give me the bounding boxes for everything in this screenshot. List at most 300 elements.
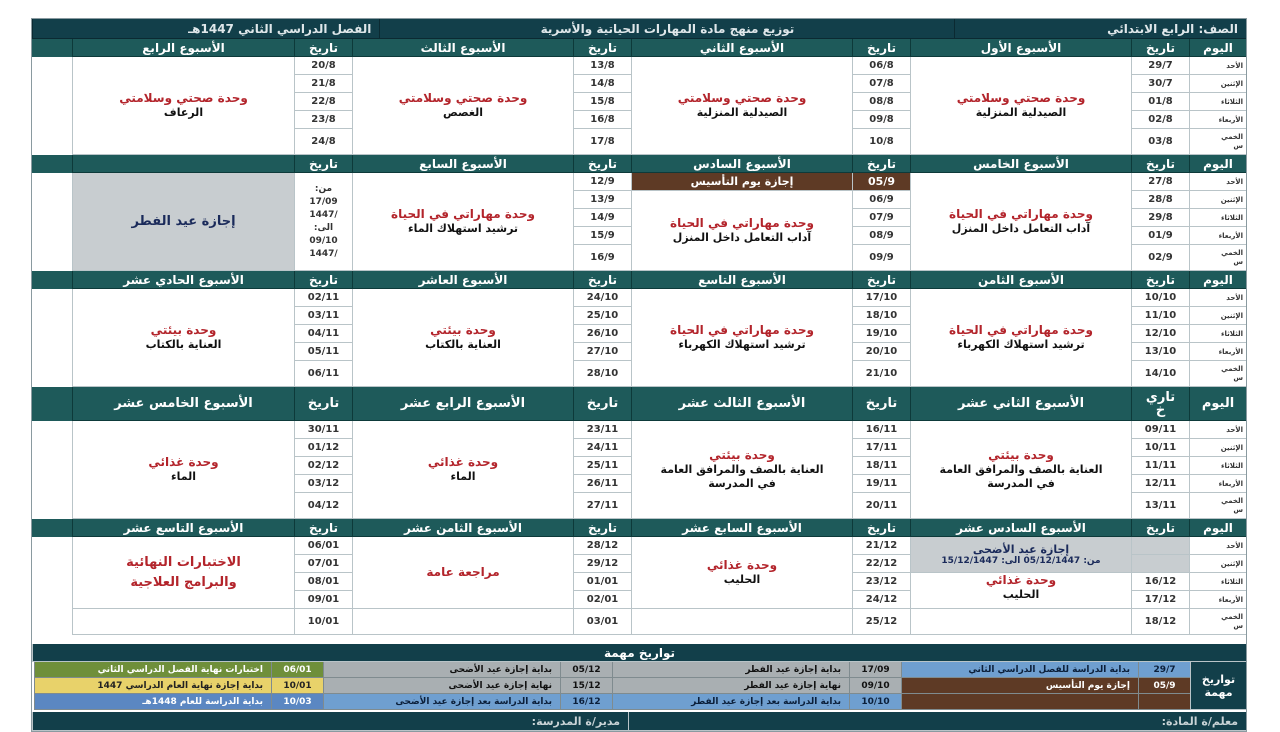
date-header: تاريخ xyxy=(294,387,352,421)
lesson-box xyxy=(631,537,852,609)
important-event: بداية الدراسة للفصل الدراسي الثاني xyxy=(901,662,1138,678)
date-cell: 02/8 xyxy=(1131,111,1189,129)
lesson-name: ترشيد استهلاك الماء xyxy=(407,222,519,235)
day-label: الثلاثاء xyxy=(1189,457,1246,475)
holiday-date-part: /1447 xyxy=(309,248,338,259)
date-cell: 26/11 xyxy=(573,475,631,493)
lesson-name: الحليب xyxy=(723,573,761,586)
day-label xyxy=(1189,129,1246,155)
holiday-date-part: /1447 xyxy=(309,209,338,220)
unit-name: وحدة صحتي وسلامتي xyxy=(398,91,528,105)
date-cell: 18/10 xyxy=(852,307,910,325)
date-cell: 27/8 xyxy=(1131,173,1189,191)
important-dates-title: تواريخ مهمة xyxy=(32,644,1246,662)
week-name: الأسبوع الحادي عشر xyxy=(72,271,294,289)
unit-name: وحدة مهاراتي في الحياة xyxy=(670,323,814,337)
date-cell: 03/11 xyxy=(294,307,352,325)
week-content xyxy=(352,421,573,519)
important-date: 15/12 xyxy=(560,678,612,694)
week-body-row xyxy=(32,57,1246,155)
lesson-name: العناية بالصف والمرافق العامة xyxy=(939,463,1103,476)
date-cell: 12/11 xyxy=(1131,475,1189,493)
date-column xyxy=(1131,289,1189,387)
important-event: اختبارات نهاية الفصل الدراسي الثاني xyxy=(34,662,271,678)
lesson-name: الماء xyxy=(170,470,197,483)
date-cell: 03/8 xyxy=(1131,129,1189,155)
important-dates-header xyxy=(32,644,1246,662)
lesson-name-line2: في المدرسة xyxy=(708,477,776,490)
date-cell: 26/10 xyxy=(573,325,631,343)
date-cell: 01/12 xyxy=(294,439,352,457)
day-header: اليوم xyxy=(1189,155,1246,173)
day-column xyxy=(1189,173,1246,271)
week-name: الأسبوع الخامس عشر xyxy=(72,387,294,421)
date-cell: 13/9 xyxy=(573,191,631,209)
date-cell: 19/10 xyxy=(852,325,910,343)
day-label: الإثنين xyxy=(1189,75,1246,93)
important-event: بداية الدراسة بعد إجازة عيد الأضحى xyxy=(323,694,560,710)
date-column xyxy=(1131,57,1189,155)
date-cell: 16/8 xyxy=(573,111,631,129)
day-header: اليوم xyxy=(1189,271,1246,289)
empty-cell xyxy=(910,609,1131,635)
lesson-name: آداب التعامل داخل المنزل xyxy=(951,222,1091,235)
date-header: تاريخ xyxy=(294,39,352,57)
important-dates-row xyxy=(32,678,1190,694)
date-cell: 03/12 xyxy=(294,475,352,493)
general-review: مراجعة عامة xyxy=(426,565,500,579)
date-cell: 23/8 xyxy=(294,111,352,129)
date-header-part: خ xyxy=(1155,402,1166,418)
week-content xyxy=(72,289,294,387)
week-name: الأسبوع الثاني xyxy=(631,39,852,57)
week-name: الأسبوع الثامن عشر xyxy=(352,519,573,537)
lesson-name: ترشيد استهلاك الكهرباء xyxy=(957,338,1085,351)
founding-day-note: إجازة يوم التأسيس xyxy=(631,173,852,191)
unit-name: وحدة بيئتي xyxy=(430,323,496,337)
unit-name: وحدة بيئتي xyxy=(988,448,1054,462)
week-name: الأسبوع الثالث xyxy=(352,39,573,57)
week-name: الأسبوع السابع عشر xyxy=(631,519,852,537)
date-column xyxy=(573,289,631,387)
date-cell: 13/10 xyxy=(1131,343,1189,361)
date-column xyxy=(852,289,910,387)
date-cell: 05/11 xyxy=(294,343,352,361)
week-name: الأسبوع التاسع عشر xyxy=(72,519,294,537)
week-body-row xyxy=(32,289,1246,387)
week-content xyxy=(631,421,852,519)
eid-adha-holiday xyxy=(910,537,1131,573)
week-name xyxy=(72,155,294,173)
date-cell: 12/10 xyxy=(1131,325,1189,343)
date-cell: 22/8 xyxy=(294,93,352,111)
date-cell: 10/11 xyxy=(1131,439,1189,457)
date-header: تاريخ xyxy=(294,155,352,173)
grade-label: الصف: الرابع الابتدائي xyxy=(954,19,1246,39)
date-cell: 15/9 xyxy=(573,227,631,245)
date-cell: 30/11 xyxy=(294,421,352,439)
important-event: بداية إجازة نهاية العام الدراسي 1447 xyxy=(34,678,271,694)
day-label: الثلاثاء xyxy=(1189,325,1246,343)
unit-name: وحدة صحتي وسلامتي xyxy=(956,91,1086,105)
lesson-box xyxy=(352,421,573,519)
date-column xyxy=(852,537,910,635)
week-content xyxy=(352,57,573,155)
date-cell: 14/9 xyxy=(573,209,631,227)
date-cell: 21/8 xyxy=(294,75,352,93)
date-cell: 02/01 xyxy=(573,591,631,609)
important-event: بداية إجازة عيد الأضحى xyxy=(323,662,560,678)
date-header: تاريخ xyxy=(573,39,631,57)
date-cell: 11/10 xyxy=(1131,307,1189,325)
lesson-box xyxy=(72,57,294,155)
lesson-box xyxy=(631,289,852,387)
date-header xyxy=(1131,387,1189,421)
week-name: الأسبوع الثاني عشر xyxy=(910,387,1131,421)
day-label-part: س xyxy=(1233,373,1243,382)
unit-name: وحدة غذائي xyxy=(427,455,499,469)
date-cell: 16/9 xyxy=(573,245,631,271)
date-cell: 06/01 xyxy=(294,537,352,555)
day-column xyxy=(1189,57,1246,155)
lesson-box xyxy=(631,421,852,519)
date-cell: 07/9 xyxy=(852,209,910,227)
week-name: الأسبوع السادس xyxy=(631,155,852,173)
lesson-box xyxy=(910,173,1131,271)
week-header-row xyxy=(32,519,1246,537)
date-cell: 24/11 xyxy=(573,439,631,457)
date-column xyxy=(573,173,631,271)
important-event: بداية إجازة عيد الفطر xyxy=(612,662,849,678)
unit-name: وحدة صحتي وسلامتي xyxy=(677,91,807,105)
date-header: تاريخ xyxy=(1131,519,1189,537)
lesson-box xyxy=(631,191,852,271)
day-label: الأحد xyxy=(1189,57,1246,75)
day-label-part: س xyxy=(1233,257,1243,266)
date-cell: 01/01 xyxy=(573,573,631,591)
important-date: 17/09 xyxy=(849,662,901,678)
empty-cell xyxy=(631,609,852,635)
important-date: 09/10 xyxy=(849,678,901,694)
week-content xyxy=(910,421,1131,519)
day-label-part: الخمي xyxy=(1221,364,1243,373)
date-cell: 13/11 xyxy=(1131,493,1189,519)
date-cell: 17/12 xyxy=(1131,591,1189,609)
week-content xyxy=(910,173,1131,271)
date-cell: 01/8 xyxy=(1131,93,1189,111)
lesson-box xyxy=(910,289,1131,387)
lesson-name: ترشيد استهلاك الكهرباء xyxy=(678,338,806,351)
week-name: الأسبوع الرابع xyxy=(72,39,294,57)
unit-name: وحدة مهاراتي في الحياة xyxy=(949,207,1093,221)
holiday-date-part: من: xyxy=(314,183,333,194)
week-body-row xyxy=(32,537,1246,635)
date-column xyxy=(852,173,910,271)
date-cell: 03/01 xyxy=(573,609,631,635)
date-cell xyxy=(1131,555,1189,573)
date-cell: 27/10 xyxy=(573,343,631,361)
day-label: الإثنين xyxy=(1189,555,1246,573)
date-cell: 06/11 xyxy=(294,361,352,387)
empty-cell xyxy=(352,609,573,635)
important-event: بداية الدراسة بعد إجازة عيد الفطر xyxy=(612,694,849,710)
important-date xyxy=(1138,694,1190,710)
week-name: الأسبوع التاسع xyxy=(631,271,852,289)
unit-name: وحدة مهاراتي في الحياة xyxy=(949,323,1093,337)
holiday-date-part: 09/10 xyxy=(309,235,338,246)
day-label-part: س xyxy=(1233,505,1243,514)
date-header: تاريخ xyxy=(852,271,910,289)
date-cell: 02/12 xyxy=(294,457,352,475)
lesson-name: الرعاف xyxy=(163,106,204,119)
date-cell: 25/12 xyxy=(852,609,910,635)
day-label: الأحد xyxy=(1189,537,1246,555)
lesson-name: الصيدلية المنزلية xyxy=(975,106,1067,119)
week-name: الأسبوع الرابع عشر xyxy=(352,387,573,421)
important-event xyxy=(901,694,1138,710)
day-label-part: الخمي xyxy=(1221,496,1243,505)
date-cell: 28/8 xyxy=(1131,191,1189,209)
date-cell: 24/10 xyxy=(573,289,631,307)
week-header-row xyxy=(32,387,1246,421)
day-column xyxy=(1189,537,1246,635)
week-content xyxy=(910,537,1131,635)
date-cell: 24/12 xyxy=(852,591,910,609)
date-header: تاريخ xyxy=(573,155,631,173)
important-event: بداية الدراسة للعام 1448هـ xyxy=(34,694,271,710)
title-bar xyxy=(32,19,1246,39)
week-content xyxy=(352,289,573,387)
week-content xyxy=(352,537,573,635)
date-cell: 08/9 xyxy=(852,227,910,245)
lesson-name: العناية بالكتاب xyxy=(145,338,222,351)
date-header: تاريخ xyxy=(573,519,631,537)
date-header: تاريخ xyxy=(1131,271,1189,289)
date-cell: 04/12 xyxy=(294,493,352,519)
day-label-part: س xyxy=(1233,141,1243,150)
remedial-programs: والبرامج العلاجية xyxy=(130,574,237,590)
unit-name: وحدة مهاراتي في الحياة xyxy=(391,207,535,221)
lesson-box xyxy=(72,537,294,609)
holiday-date-range xyxy=(294,173,352,271)
date-header: تاريخ xyxy=(1131,39,1189,57)
lesson-name: الحليب xyxy=(1002,588,1040,601)
date-cell: 14/8 xyxy=(573,75,631,93)
important-event: نهاية إجازة عيد الأضحى xyxy=(323,678,560,694)
week-content xyxy=(631,289,852,387)
date-cell: 11/11 xyxy=(1131,457,1189,475)
date-cell: 12/9 xyxy=(573,173,631,191)
day-column xyxy=(1189,421,1246,519)
date-cell: 09/01 xyxy=(294,591,352,609)
day-label: الإثنين xyxy=(1189,307,1246,325)
important-date: 29/7 xyxy=(1138,662,1190,678)
date-header: تاريخ xyxy=(294,519,352,537)
date-column xyxy=(573,537,631,635)
week-content xyxy=(631,173,852,271)
date-cell: 07/01 xyxy=(294,555,352,573)
date-cell: 23/12 xyxy=(852,573,910,591)
important-date: 10/01 xyxy=(271,678,323,694)
week-content xyxy=(352,173,573,271)
day-label: الأربعاء xyxy=(1189,343,1246,361)
date-cell: 28/10 xyxy=(573,361,631,387)
date-cell: 28/12 xyxy=(573,537,631,555)
date-cell: 16/12 xyxy=(1131,573,1189,591)
week-content xyxy=(72,173,294,271)
date-cell: 10/01 xyxy=(294,609,352,635)
date-cell: 06/9 xyxy=(852,191,910,209)
signature-footer xyxy=(32,712,1246,731)
week-content xyxy=(631,537,852,635)
day-label: الأربعاء xyxy=(1189,227,1246,245)
date-cell: 18/11 xyxy=(852,457,910,475)
date-cell: 16/11 xyxy=(852,421,910,439)
date-header: تاريخ xyxy=(1131,155,1189,173)
lesson-box xyxy=(352,57,573,155)
day-header: اليوم xyxy=(1189,39,1246,57)
important-dates-table xyxy=(32,662,1246,710)
day-label: الثلاثاء xyxy=(1189,573,1246,591)
date-cell: 29/8 xyxy=(1131,209,1189,227)
important-dates-row xyxy=(32,662,1190,678)
date-column xyxy=(294,289,352,387)
lesson-box xyxy=(72,421,294,519)
lesson-box xyxy=(352,173,573,271)
day-label-part: الخمي xyxy=(1221,612,1243,621)
eid-adha-title: إجازة عيد الأضحى xyxy=(972,543,1070,556)
date-cell: 15/8 xyxy=(573,93,631,111)
date-header: تاريخ xyxy=(573,387,631,421)
day-header: اليوم xyxy=(1189,519,1246,537)
lesson-name: العناية بالصف والمرافق العامة xyxy=(660,463,824,476)
date-cell: 10/8 xyxy=(852,129,910,155)
day-label: الثلاثاء xyxy=(1189,209,1246,227)
date-cell: 08/01 xyxy=(294,573,352,591)
week-name: الأسبوع الخامس xyxy=(910,155,1131,173)
week-name: الأسبوع الثامن xyxy=(910,271,1131,289)
week-name: الأسبوع الثالث عشر xyxy=(631,387,852,421)
day-column xyxy=(1189,289,1246,387)
week-name: الأسبوع السابع xyxy=(352,155,573,173)
date-cell: 14/10 xyxy=(1131,361,1189,387)
date-column xyxy=(1131,537,1189,635)
date-cell xyxy=(1131,537,1189,555)
eid-adha-range: من: 05/12/1447 الى: 15/12/1447 xyxy=(941,556,1101,566)
lesson-box xyxy=(352,289,573,387)
week-content xyxy=(631,57,852,155)
week-content xyxy=(72,421,294,519)
date-cell: 20/10 xyxy=(852,343,910,361)
teacher-signature-label: معلم/ة المادة: xyxy=(628,712,1246,731)
date-cell: 21/12 xyxy=(852,537,910,555)
week-name: الأسبوع السادس عشر xyxy=(910,519,1131,537)
date-cell: 09/8 xyxy=(852,111,910,129)
day-label: الأحد xyxy=(1189,421,1246,439)
day-label: الإثنين xyxy=(1189,439,1246,457)
week-content xyxy=(910,289,1131,387)
lesson-name: الغصص xyxy=(443,106,483,119)
date-cell: 20/11 xyxy=(852,493,910,519)
date-cell: 17/8 xyxy=(573,129,631,155)
date-cell: 27/11 xyxy=(573,493,631,519)
lesson-name: الصيدلية المنزلية xyxy=(696,106,788,119)
day-label: الأحد xyxy=(1189,289,1246,307)
week-name: الأسبوع الأول xyxy=(910,39,1131,57)
unit-name: وحدة بيئتي xyxy=(150,323,217,337)
week-body-row xyxy=(32,421,1246,519)
day-label xyxy=(1189,493,1246,519)
important-event: إجازة يوم التأسيس xyxy=(901,678,1138,694)
date-column xyxy=(294,173,352,271)
date-column xyxy=(852,421,910,519)
date-column xyxy=(1131,421,1189,519)
subject-title: توزيع منهج مادة المهارات الحياتية والأسرية xyxy=(379,19,954,39)
important-date: 05/12 xyxy=(560,662,612,678)
lesson-name-line2: في المدرسة xyxy=(987,477,1055,490)
date-column xyxy=(294,421,352,519)
principal-signature-label: مدير/ة المدرسة: xyxy=(32,712,628,731)
term-label: الفصل الدراسي الثاني 1447هـ xyxy=(32,19,379,39)
day-label: الأربعاء xyxy=(1189,591,1246,609)
date-header: تاريخ xyxy=(852,387,910,421)
date-cell: 05/9 xyxy=(852,173,910,191)
date-column xyxy=(573,421,631,519)
lesson-box xyxy=(910,57,1131,155)
day-label xyxy=(1189,361,1246,387)
lesson-name: الماء xyxy=(450,470,476,483)
day-label-part: س xyxy=(1233,621,1243,630)
final-exams-title: الاختبارات النهائية xyxy=(126,554,241,570)
date-column xyxy=(294,537,352,635)
date-cell: 01/9 xyxy=(1131,227,1189,245)
date-cell: 25/11 xyxy=(573,457,631,475)
curriculum-sheet xyxy=(31,18,1247,732)
important-date: 10/03 xyxy=(271,694,323,710)
week-content xyxy=(72,537,294,635)
day-label-part: الخمي xyxy=(1221,132,1243,141)
date-header: تاريخ xyxy=(573,271,631,289)
day-label-part: الخمي xyxy=(1221,248,1243,257)
important-event: نهاية إجازة عيد الفطر xyxy=(612,678,849,694)
date-column xyxy=(1131,173,1189,271)
lesson-box xyxy=(910,421,1131,519)
date-cell: 04/11 xyxy=(294,325,352,343)
unit-name: وحدة بيئتي xyxy=(709,448,775,462)
unit-name: وحدة غذائي xyxy=(706,558,778,572)
date-column xyxy=(573,57,631,155)
date-cell: 30/7 xyxy=(1131,75,1189,93)
date-cell: 22/12 xyxy=(852,555,910,573)
important-date: 06/01 xyxy=(271,662,323,678)
date-cell: 21/10 xyxy=(852,361,910,387)
date-header: تاريخ xyxy=(852,155,910,173)
week-header-row xyxy=(32,155,1246,173)
date-header-part: تاري xyxy=(1145,389,1176,405)
week-content xyxy=(72,57,294,155)
important-dates-side-label: تواريخ مهمة xyxy=(1190,662,1246,710)
date-cell: 07/8 xyxy=(852,75,910,93)
lesson-name: آداب التعامل داخل المنزل xyxy=(672,231,812,244)
date-cell: 24/8 xyxy=(294,129,352,155)
date-cell: 10/10 xyxy=(1131,289,1189,307)
date-cell: 20/8 xyxy=(294,57,352,75)
day-label: الإثنين xyxy=(1189,191,1246,209)
date-cell: 25/10 xyxy=(573,307,631,325)
date-cell: 17/11 xyxy=(852,439,910,457)
day-label xyxy=(1189,245,1246,271)
day-label: الثلاثاء xyxy=(1189,93,1246,111)
